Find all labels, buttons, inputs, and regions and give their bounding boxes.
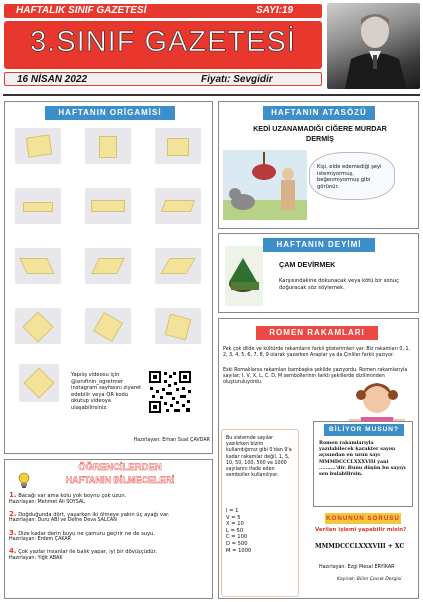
ataturk-portrait [327,3,420,89]
idiom-title: ÇAM DEVİRMEK [279,260,336,269]
origami-step-10 [15,308,61,344]
origami-step-7 [15,248,61,284]
origami-step-6 [155,188,201,224]
question-box [313,511,413,589]
date-label: 16 NİSAN 2022 [17,74,88,85]
proverb-desc: Kişi, elde edemediği şeyi istemiyormuş, beğenmiyormuş gibi görünür. [317,164,382,190]
origami-heading: HAFTANIN ORİGAMİSİ [45,106,175,120]
origami-step-9 [155,248,201,284]
riddles-section [4,459,213,599]
origami-step-3 [155,128,201,164]
did-you-know-text: Romen rakamlarıyla yazılabilecek karakter sayısı açısından en uzun sayı MMMDCCCLXXXVIII yani ..........'dir. Bunu düşün bu sayıyı sen bulabilirsin. [319,440,406,478]
riddle-number: 4. [9,547,17,556]
proverb-heading: HAFTANIN ATASÖZÜ [263,106,375,120]
light-bulb-icon [17,472,31,490]
roman-heading: ROMEN RAKAMLARI [256,326,378,340]
proverb-illustration [223,150,307,220]
price-label: Fiyatı: Sevgidir [201,74,273,85]
masthead-top-bar [4,4,322,18]
roman-list-item: X = 10 [226,521,244,528]
origami-final [19,364,59,402]
riddle-number: 2. [9,509,17,518]
roman-intro: Pek çok dilde ve kültürde rakamların farklı gösterimleri var. Biz rakamları 0, 1, 2, 3, 4, 5, 6, 7, 8, 9 olarak yazarken Araplar ya da Çinliler farklı yazıyor. [223,347,411,359]
riddle-author: Hazırlayan: Yiğit ABAK [9,555,63,561]
origami-step-2 [85,128,131,164]
origami-author: Hazırlayan: Erhan Suat ÇAVDAR [133,438,210,443]
roman-list-item: M = 1000 [226,547,252,554]
riddle-question: Çok yazlar insanlar ile balık yapar, iyi bir dövüşçüdür. [18,549,157,556]
roman-list [226,508,296,554]
did-you-know-heading: BİLİYOR MUSUN? [324,424,404,436]
roman-list-item: D = 500 [226,540,248,547]
roman-section [218,318,419,599]
did-you-know-box [313,421,413,507]
idiom-section [218,233,419,313]
origami-step-4 [15,188,61,224]
riddle-author: Hazırlayan: Mehmet Ali SOYSAL [9,499,85,505]
origami-step-12 [155,308,201,344]
question-expression: MMMDCCCLXXXVIII + XC [315,543,405,550]
idiom-illustration [223,244,265,308]
roman-body-text: Bu sistemde sayılar yazılırken bizim kullandığımız gibi 0'dan 9'a kadar rakamlar değil, 1, 5, 10, 50, 100, 500 ve 1000 sayılarını ifade eden semboller kullanılıyor. [226,436,292,479]
riddle-question: Dize kadar derin buyu ne çamuru geçirir ne de suyu. [18,530,156,537]
header-divider [3,94,420,96]
origami-video-text: Yapılış videosu için @sınıfinin_ogretmer instagram sayfasını ziyaret edebilir veya QR kodu okutup videoya ulaşabilirsiniz. [71,372,142,411]
proverb-title: KEDİ UZANAMADIĞI CİĞERE MURDAR DERMİŞ [253,124,387,143]
riddles-heading-2: HAFTANIN BİLMECELERİ [65,475,175,485]
idiom-desc: Karşısındakine dokunacak veya kötü bir sonuç doğuracak söz söylemek. [279,278,399,291]
origami-section [4,101,213,454]
riddle-question: Doğduğunda dört, yaşarken iki ölmeye yakın üç ayağı var. [18,511,170,518]
masthead [4,4,322,88]
riddle-item [9,511,209,525]
roman-list-item: I = 1 [226,508,239,514]
roman-intro-2: Eski Romalılarsa rakamları bambaşka şekilde yazıyordu. Romen rakamlarıyla sayılar; I, V, X, L, C, D, M sembollerinin farklı şekillerde diziliminden oluşturuluyordu. [223,368,408,386]
qr-code[interactable] [148,370,192,414]
origami-step-11 [85,308,131,344]
riddles-heading-1: ÖĞRENCİLERDEN [78,462,162,473]
question-prompt: Verilen işlemi yapabilir misin? [315,527,407,533]
weekly-label: HAFTALIK SINIF GAZETESİ [16,5,147,16]
riddle-number: 3. [9,528,17,537]
riddle-item [9,548,209,562]
riddle-list [9,492,209,562]
origami-step-8 [85,248,131,284]
origami-step-5 [85,188,131,224]
issue-label: SAYI:19 [256,5,294,16]
roman-list-item: V = 5 [226,514,241,521]
riddle-item [9,530,209,544]
riddle-number: 1. [9,491,17,499]
proverb-section [218,101,419,229]
idiom-heading: HAFTANIN DEYİMİ [263,238,375,252]
newspaper-title: 3.SINIF GAZETESİ [30,26,296,58]
riddle-author: Hazırlayan: Duru ABİ ve Defne Deva SALCAN [9,518,117,524]
roman-list-item: C = 100 [226,534,248,541]
riddle-author: Hazırlayan: Erdem ÇAKAR [9,537,72,543]
riddle-question: Bacağı var ama kolu yok boynu çok uzun. [18,493,127,499]
question-author: Hazırlayan: Ezgi Mesal ERYİKAR [319,565,395,570]
riddle-item [9,492,209,506]
question-heading: KONUNUN SORUSU [326,515,400,522]
question-source: Kaynak: Bilim Çocuk Dergisi [337,577,402,582]
roman-body-box [221,429,299,597]
origami-step-1 [15,128,61,164]
roman-list-item: L = 50 [226,527,244,534]
masthead-bottom-bar [4,72,322,86]
